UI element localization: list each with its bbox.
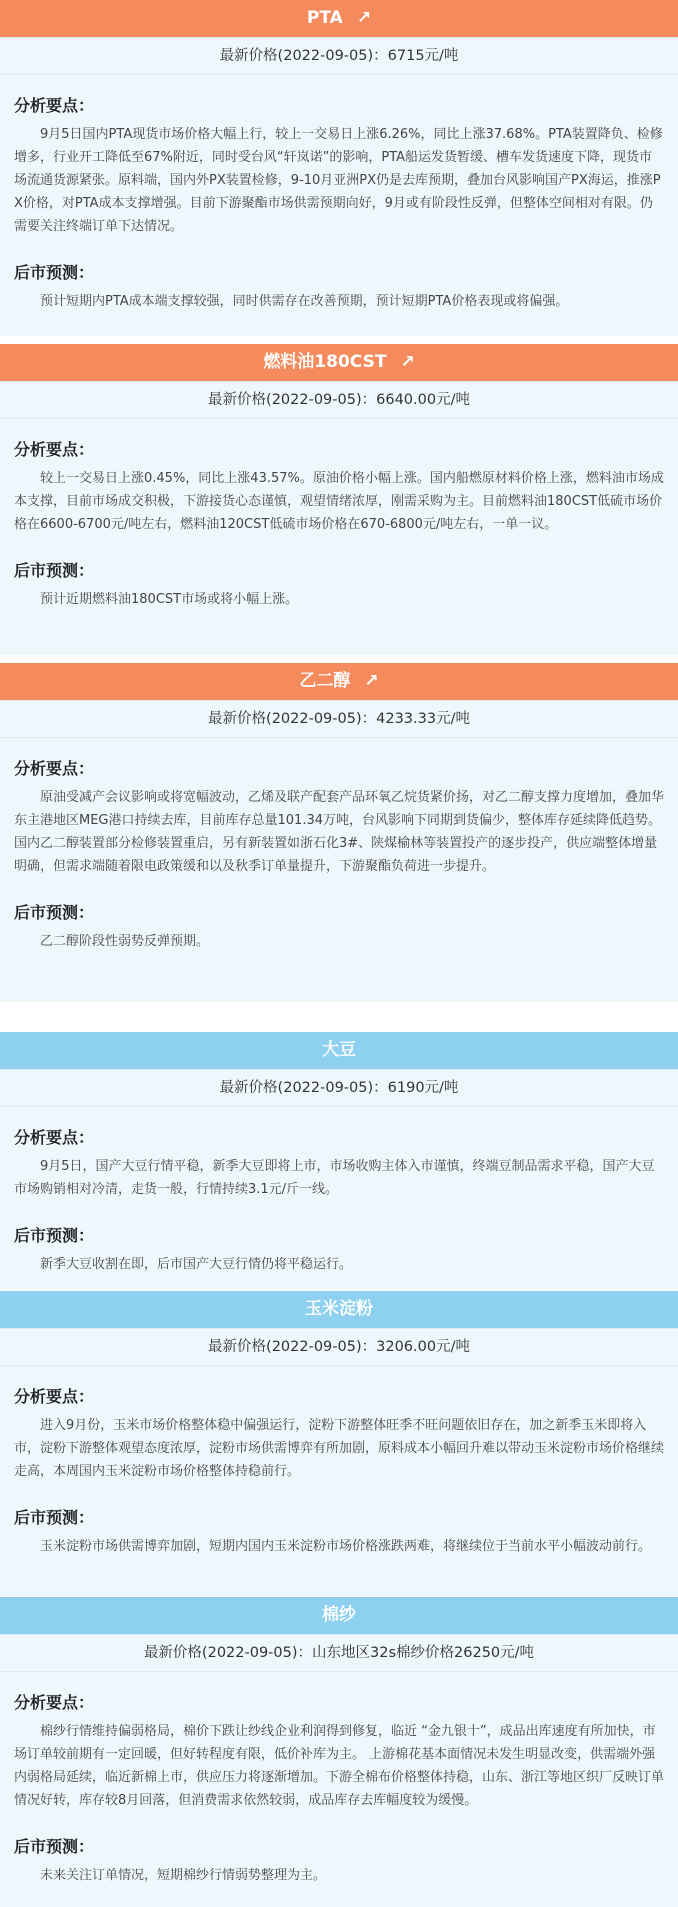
analysis-heading: 分析要点： xyxy=(14,1128,95,1147)
forecast-heading: 后市预测： xyxy=(14,1837,95,1856)
forecast-text: 预计短期内PTA成本端支撑较强，同时供需存在改善预期，预计短期PTA价格表现或将偏强。 xyxy=(40,294,569,309)
forecast-heading: 后市预测： xyxy=(14,263,95,282)
latest-price: 最新价格(2022-09-05)：4233.33元/吨 xyxy=(0,700,678,738)
analysis-heading: 分析要点： xyxy=(14,1693,95,1712)
card-corn-starch xyxy=(0,1291,678,1596)
analysis-text: 进入9月份，玉米市场价格整体稳中偏强运行，淀粉下游整体旺季不旺问题依旧存在，加之新季玉米即将入市，淀粉下游整体观望态度浓厚，淀粉市场供需博弈有所加剧，原料成本小幅回升难以带动玉米淀粉市场价格继续走高，本周国内玉米淀粉市场价格整体持稳前行。 xyxy=(14,1418,665,1479)
forecast-text: 乙二醇阶段性弱势反弹预期。 xyxy=(40,934,210,949)
card-body xyxy=(0,1672,678,1907)
card-body xyxy=(0,1366,678,1596)
card-pta xyxy=(0,0,678,336)
forecast-text: 新季大豆收割在即，后市国产大豆行情仍将平稳运行。 xyxy=(40,1257,353,1272)
card-header xyxy=(0,344,678,381)
card-soybean xyxy=(0,1032,678,1289)
card-header xyxy=(0,1597,678,1634)
forecast-heading: 后市预测： xyxy=(14,1226,95,1245)
analysis-heading: 分析要点： xyxy=(14,440,95,459)
forecast-heading: 后市预测： xyxy=(14,903,95,922)
card-title: 大豆 xyxy=(322,1040,356,1060)
latest-price: 最新价格(2022-09-05)：6715元/吨 xyxy=(0,37,678,75)
card-title: 燃料油180CST xyxy=(263,352,387,372)
latest-price: 最新价格(2022-09-05)：3206.00元/吨 xyxy=(0,1328,678,1366)
forecast-text: 玉米淀粉市场供需博弈加剧，短期内国内玉米淀粉市场价格涨跌两难，将继续位于当前水平小幅波动前行。 xyxy=(40,1539,652,1554)
analysis-heading: 分析要点： xyxy=(14,96,95,115)
card-body xyxy=(0,1107,678,1289)
analysis-text: 较上一交易日上涨0.45%，同比上涨43.57%。原油价格小幅上涨。国内船燃原材料价格上涨，燃料油市场成本支撑，目前市场成交积极，下游接货心态谨慎，观望情绪浓厚，刚需采购为主。目前燃料油180CST低硫市场价格在6600-6700元/吨左右，燃料油120CST低硫市场价格在670-6800元/吨左右，一单一议。 xyxy=(14,471,664,532)
analysis-text: 棉纱行情维持偏弱格局，棉价下跌让纱线企业利润得到修复，临近 “金九银十”，成品出库速度有所加快，市场订单较前期有一定回暖，但好转程度有限，低价补库为主。 上游棉花基本面情况未发生明显改变，供需端外强内弱格局延续，临近新棉上市，供应压力将逐渐增加。下游全棉布价格整体持稳，山东、浙江等地区织厂反映订单情况好转，库存较8月回落，但消费需求依然较弱，成品库存去库幅度较为缓慢。 xyxy=(14,1724,665,1808)
latest-price: 最新价格(2022-09-05)：6640.00元/吨 xyxy=(0,381,678,419)
analysis-text: 原油受减产会议影响或将宽幅波动，乙烯及联产配套产品环氧乙烷货紧价扬，对乙二醇支撑力度增加，叠加华东主港地区MEG港口持续去库，目前库存总量101.34万吨，台风影响下同期到货偏少，整体库存延续降低趋势。国内乙二醇装置部分检修装置重启，另有新装置如浙石化3#、陕煤榆林等装置投产的逐步投产，供应端整体增量明确，但需求端随着限电政策缓和以及秋季订单量提升，下游聚酯负荷进一步提升。 xyxy=(14,790,665,874)
card-title: 乙二醇 xyxy=(299,671,351,691)
card-ethylene-glycol xyxy=(0,663,678,1002)
latest-price: 最新价格(2022-09-05)：6190元/吨 xyxy=(0,1069,678,1107)
card-fuel-oil xyxy=(0,344,678,655)
analysis-heading: 分析要点： xyxy=(14,759,95,778)
analysis-text: 9月5日，国产大豆行情平稳，新季大豆即将上市，市场收购主体入市谨慎，终端豆制品需求平稳，国产大豆市场购销相对冷清，走货一般，行情持续3.1元/斤一线。 xyxy=(14,1159,655,1197)
card-header xyxy=(0,1032,678,1069)
forecast-text: 预计近期燃料油180CST市场或将小幅上涨。 xyxy=(40,592,299,607)
card-header xyxy=(0,663,678,700)
up-arrow-icon: ↗ xyxy=(356,8,372,28)
card-title: 玉米淀粉 xyxy=(305,1299,373,1319)
card-header xyxy=(0,0,678,37)
forecast-text: 未来关注订单情况，短期棉纱行情弱势整理为主。 xyxy=(40,1868,327,1883)
card-cotton-yarn xyxy=(0,1597,678,1907)
card-body xyxy=(0,419,678,655)
card-title: 棉纱 xyxy=(322,1605,356,1625)
card-body xyxy=(0,75,678,336)
up-arrow-icon: ↗ xyxy=(364,671,379,691)
analysis-text: 9月5日国内PTA现货市场价格大幅上行，较上一交易日上涨6.26%，同比上涨37.68%。PTA装置降负、检修增多，行业开工降低至67%附近，同时受台风“轩岚诺”的影响，PTA船运发货暂缓、槽车发货速度下降，现货市场流通货源紧张。原料端，国内外PX装置检修，9-10月亚洲PX仍是去库预期，叠加台风影响国产PX海运，推涨PX价格，对PTA成本支撑增强。目前下游聚酯市场供需预期向好，9月或有阶段性反弹，但整体空间相对有限。仍需要关注终端订单下达情况。 xyxy=(14,127,663,234)
up-arrow-icon: ↗ xyxy=(400,352,415,372)
latest-price: 最新价格(2022-09-05)：山东地区32s棉纱价格26250元/吨 xyxy=(0,1634,678,1672)
card-title: PTA xyxy=(306,8,343,28)
forecast-heading: 后市预测： xyxy=(14,1508,95,1527)
analysis-heading: 分析要点： xyxy=(14,1387,95,1406)
card-header xyxy=(0,1291,678,1328)
forecast-heading: 后市预测： xyxy=(14,561,95,580)
card-body xyxy=(0,738,678,1002)
